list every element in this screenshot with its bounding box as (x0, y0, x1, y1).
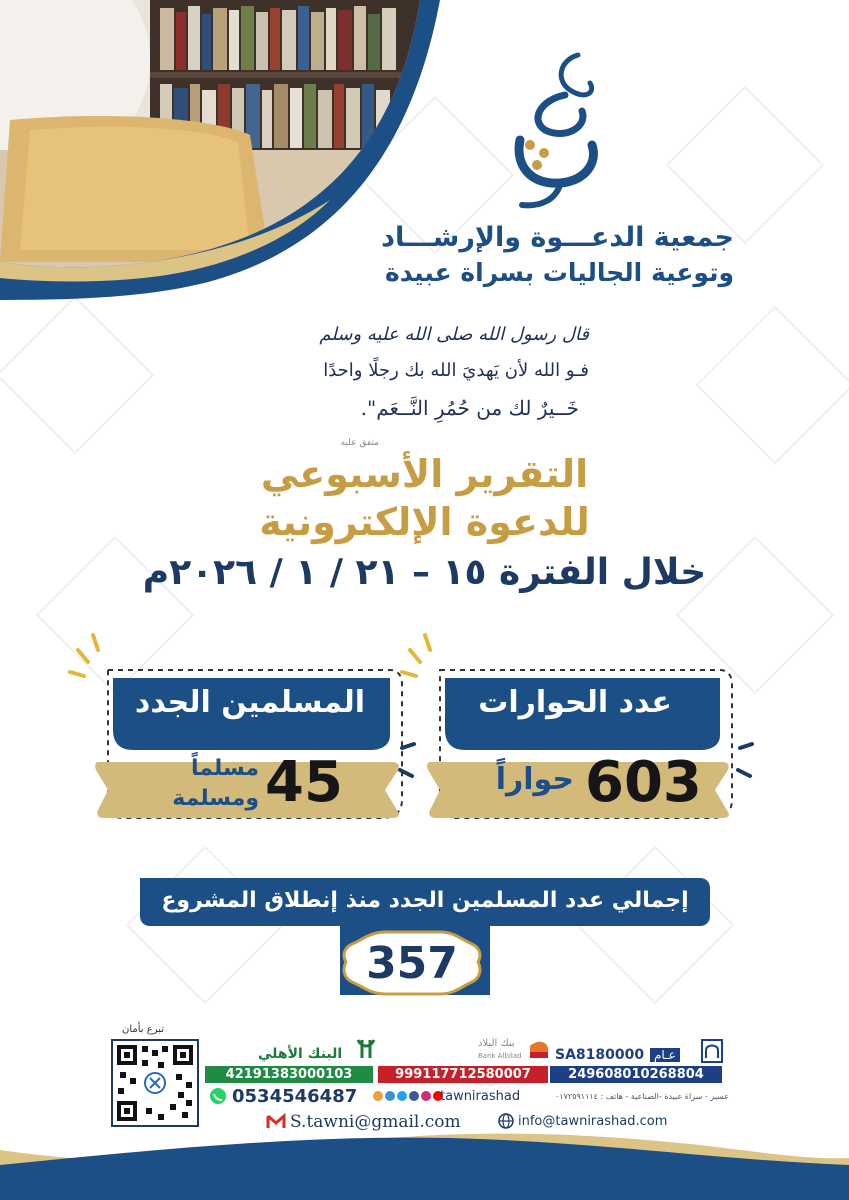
report-title-line1: التقرير الأسبوعي (260, 452, 589, 496)
hadith-line2: خَــيرٌ لك من حُمُرِ النَّــعَم". (360, 396, 579, 420)
total-new-muslims-value: 357 (366, 938, 458, 989)
hadith-intro: قال رسول الله صلى الله عليه وسلم (319, 324, 589, 345)
organization-name-line2: وتوعية الجاليات بسراة عبيدة (384, 258, 734, 287)
stat-cards-art (0, 620, 849, 840)
site-email[interactable]: info@tawnirashad.com (518, 1114, 668, 1129)
hadith-source: متفق عليه (340, 438, 379, 448)
gmail-address[interactable]: S.tawni@gmail.com (290, 1112, 461, 1132)
new-muslims-unit-line1: مسلماً (191, 756, 259, 781)
rajhi-bank-label: عـام (650, 1048, 680, 1062)
address-text: عسير - سراة عبيدة -الصناعية - هاتف : ٠١٧٢٥٩١١١٤ (555, 1092, 730, 1101)
organization-logo-icon (500, 45, 610, 215)
globe-icon (499, 1114, 513, 1128)
conversations-unit: حواراً (495, 762, 574, 797)
rajhi-bank-account: 249608010268804 (550, 1066, 722, 1083)
albilad-bank-account: 999117712580007 (378, 1066, 548, 1083)
organization-name-line1: جمعية الدعـــوة والإرشـــاد (381, 222, 734, 253)
ahli-bank-name: البنك الأهلي (258, 1046, 343, 1062)
new-muslims-label: المسلمين الجدد (134, 685, 366, 720)
header-photo (0, 0, 440, 300)
ahli-bank-account: 42191383000103 (205, 1066, 373, 1083)
report-title-line2: للدعوة الإلكترونية (259, 500, 590, 544)
new-muslims-value: 45 (265, 750, 343, 815)
rajhi-bank-iban-prefix: SA8180000 (555, 1047, 645, 1063)
report-period: خلال الفترة ١٥ – ٢١ / ١ / ٢٠٢٦م (142, 552, 707, 593)
hadith-line1: فـو الله لأن يَهديَ الله بك رجلًا واحدًا (323, 360, 589, 381)
albilad-bank-name: بنك البلاد (478, 1038, 515, 1049)
albilad-bank-name-en: Bank Albilad (478, 1052, 522, 1060)
social-media-icons (373, 1091, 443, 1101)
ahli-bank-logo-icon (358, 1040, 374, 1058)
total-new-muslims-label: إجمالي عدد المسلمين الجدد منذ إنطلاق المشروع (161, 888, 689, 913)
rajhi-bank-logo-icon (702, 1040, 722, 1062)
conversations-label: عدد الحوارات (478, 685, 672, 720)
gmail-icon (268, 1116, 284, 1128)
whatsapp-icon (210, 1088, 226, 1104)
albilad-bank-logo-icon (530, 1042, 548, 1058)
donate-safely-caption: تبرع بأمان (122, 1024, 165, 1035)
whatsapp-phone[interactable]: 0534546487 (232, 1086, 358, 1107)
social-handle[interactable]: tawnirashad (440, 1089, 521, 1104)
conversations-value: 603 (585, 750, 702, 815)
qr-code-icon (112, 1040, 198, 1126)
new-muslims-unit-line2: ومسلمة (172, 786, 259, 811)
